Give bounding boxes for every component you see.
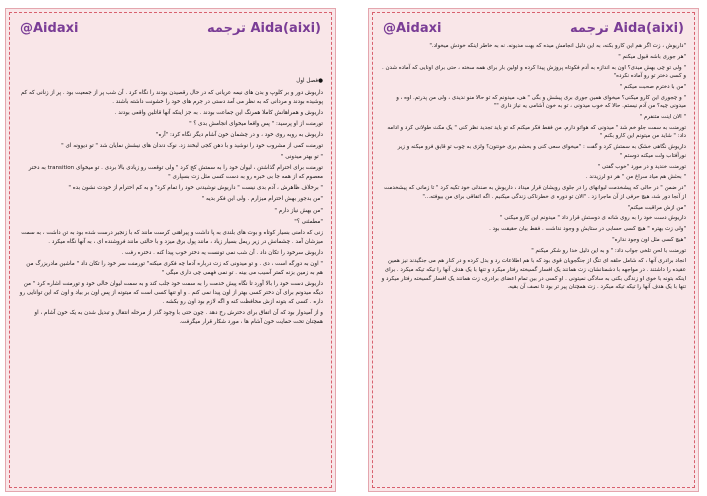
paragraph: انجاد برادری آنها ، که شامل حلقه ای تنگ از جنگجویان قوی بود که با هم اطلاعات رد و بدل کرده و در کنار هم می جنگیدند نیز همین عقیده را داشتند . در مواجهه با دشمنانشان، زت همانند یک افسار گسیخته رفتار میکرد و تنها با یک هدف آنها را تیکه تیکه میکرد . برای اینکه بتونه با خوی او زندگی بکنی به سادگی نمیتونی . او کسی در بین تمام اعضای برادری، زت همانند یک افسار گسیخته رفتار میکرد و تنها با یک هدف آنها را تیکه تیکه میکرد . زت همچنان پیر تر بود تا نصف آن بقیه.	[381, 258, 686, 291]
paragraph: " ولی تو چی بهش میدی؟ اون به اندازه به آدم فکوتاه پروزش پیدا کرده و اولین بار برای همه سخته ، حتی برای اونایی که آماده شدن . و کسی دختر تو رو آماده نکرده"	[382, 64, 686, 80]
paragraph: "من بدجور بهش احترام میزارم . ولی این فکر بدیه "	[201, 196, 323, 203]
paragraph: " تو بهتر میدونی "	[280, 154, 323, 161]
paragraph: "داریوش ، زت اگر هم این کارو بکنه، به این دلیل انجامش میده که بهت مدیونه. نه به خاطر اینکه خودش میخواد."	[429, 43, 686, 49]
paragraph: " برخلاف ظاهرش ، آدم بدی نیست " داریوش نوشیدنی خود را تمام کرد" و به کم احترام از خودت نشون بده "	[68, 185, 323, 192]
header-handle: @Aidaxi	[383, 21, 442, 36]
page-body	[381, 42, 686, 485]
paragraph: داریوش دور و بر کلوپ و بدن های نیمه عریانی که در حال رقصیدن بودند را نگاه کرد . آن شب پر از جمعیت بود . پر از زنانی که کم پوشیده بودند و مردانی که به نظر می آمد دستی در جرم های خود را خشونت داشته باشند .	[20, 89, 323, 105]
paragraph: تورمنت به سمت جلو خم شد " میدونی که هواتو دارم. من فقط فکر میکنم که تو باید تجدید نظر کنی " یک مکث طولانی کرد و ادامه داد: " شاید من میتونم این کارو بکنم "	[387, 124, 686, 140]
page-header	[16, 21, 325, 41]
paragraph: "در ضمن " در حالی که پیشخدمت لیوانهای را در جلوی رویشان قرار میداد ، داریوش به صندلی خود تکیه کرد " تا زمانی که پیشخدمت از آنجا دور شد، هیچ حرفی از آن ماجرا زد . "الان تو دوره ی خطرناکی زندگی میکنیم . اگه اتفاقی برای من بیوفته..."	[384, 185, 686, 200]
paragraph: داریوش نگاهی خشک به سمتش کرد و گفت : "میخوای سعی کنی و بحشم بری خونتون؟ ولزی به چوب تو قایق فرو میکنه و زیر نورآفتاب ولت میکنه دوستم "	[397, 144, 686, 159]
paragraph: "مطمئنی ؟"	[294, 218, 323, 225]
paragraph: "من ازش مراقبت میکنم"	[627, 204, 686, 211]
paragraph: " اون به دورگه است ، دی . و تو میدونی که زت درباره آدما چه فکری میکنه" تورمنت سر خود را تکان داد " ماشین مادربزرگ من هم به زمین بزنه کمتر آسیب می بینه . تو نمی فهمی چی داری میگی "	[26, 260, 323, 276]
chapter-heading: ●فصل اول	[296, 78, 323, 84]
paragraph: "هیچ کسی مثل اون وجود نداره"	[612, 236, 686, 243]
paragraph: تورمنت کمی از مشروب خود را نوشید و با دهن کجی لبخند زد. نوک دندان های نیشش نمایان شد " تو دیوونه ای "	[61, 143, 323, 150]
paragraph: و از آمیدوار بود که آن اتفاق برای دخترش رخ دهد . چون حتی با وجود گذر از مرحله انتقال و تبدیل شدن به یک خون آشام ، او همچنان تحت حمایت خون آشام ها ، مورد شکار قرار میگرفت.	[34, 309, 323, 325]
paragraph: داریوش سرخود را تکان داد . آن شب نمی تونست یه دختر خوب پیدا کنه . دختره رفت .	[121, 249, 323, 256]
header-title: ترجمه Aida(aixi)	[206, 21, 321, 36]
paragraph: تورمنت خندید و در مورد "خوب گفتی "	[597, 163, 686, 170]
paragraph: " و چجوری این کارو میکنی؟ میخوای همین جوری بری پیشش و بگی " هی، میدونم که تو حالا منو ندیدی ، ولی من پدرتم. اوه ، و میدونی چیه؟ من آدم نیستم. حالا که خوب میدونی ، تو به خون آشامی یه نیاز داری ""	[396, 94, 686, 110]
header-handle: @Aidaxi	[20, 21, 79, 36]
paragraph: تورمنت با لحن تلخی جواب داد: " و به این دلیل خدا رو شکر میکنم "	[531, 247, 686, 254]
paragraph: " بحثش هم میاد سراغ من " هر دو لرزیدند .	[585, 174, 686, 181]
paragraph: داریوش دست خود را به روی شانه ی دوستش قرار داد " میدونم این کارو میکنی "	[500, 215, 686, 222]
document-page-left	[5, 8, 336, 492]
paragraph: "من با دخترم صحبت میکنم "	[619, 83, 686, 90]
page-body	[18, 77, 323, 483]
paragraph: زنی که دامنی بسیار کوتاه و بوت های بلندی به پا داشت و پیراهنی کرست مانند که با زنجیر درست شده بود به تن داشت ، به سمت میزشان آمد . چشمانش در زیر ریمل بسیار زیاد ، مانند پول برق میزد و با حالتی مانند فروشنده ای ، به آنها نگاه میکرد .	[21, 229, 323, 245]
paragraph: "من بهش نیاز دارم "	[274, 207, 323, 214]
page-header	[379, 21, 688, 41]
paragraph: تورمنت از او پرسید: " پس واقعا میخوای انجامش بدی ؟ "	[189, 121, 323, 127]
paragraph: داریوش دست خود را بالا آورد تا نگاه پیش خدمت را به سمت خود جلب کند و به سمت لیوان خالی خود و تورمنت اشاره کرد " من دیگه میدونم برای آن دختر کسی بهتر از اون پیدا نمی کنم . و او تنها کسی است که میتونه از پس اون بر بیاد و اون که این توانایی رو داره . کسی که بتونه ازش محافظت کنه و اگه لازم بود اون رو بکشه .	[19, 280, 323, 305]
header-title: ترجمه Aida(aixi)	[569, 21, 684, 36]
paragraph: "هر جوری باشه قبول میکنم "	[618, 53, 686, 60]
paragraph: " الان اینت متنفرم "	[639, 114, 686, 121]
paragraph: تورمنت برای احترام گذاشتن ، لیوان خود را به سمتش کج کرد " ولی توقعت رو زیادی بالا بردی . تو میخوای transition به دختر معصوم که از همه جا بی خبره رو به دست کسی مثل زت بسپاری "	[28, 165, 323, 181]
paragraph: داریوش به روبه روی خود ، و در چشمان خون آشام دیگر نگاه کرد: "آره"	[155, 132, 323, 139]
document-page-right	[368, 8, 699, 492]
paragraph: "ولی زت بهتره " هیچ کسی حسابی در ستایش و وجود نداشت . فقط بیان حقیقت بود .	[489, 226, 686, 233]
paragraph: داریوش و همراهانش کاملا همرنگ این جماعت بودند . به جز اینکه آنها قاتلین واقعی بودند .	[114, 109, 323, 116]
